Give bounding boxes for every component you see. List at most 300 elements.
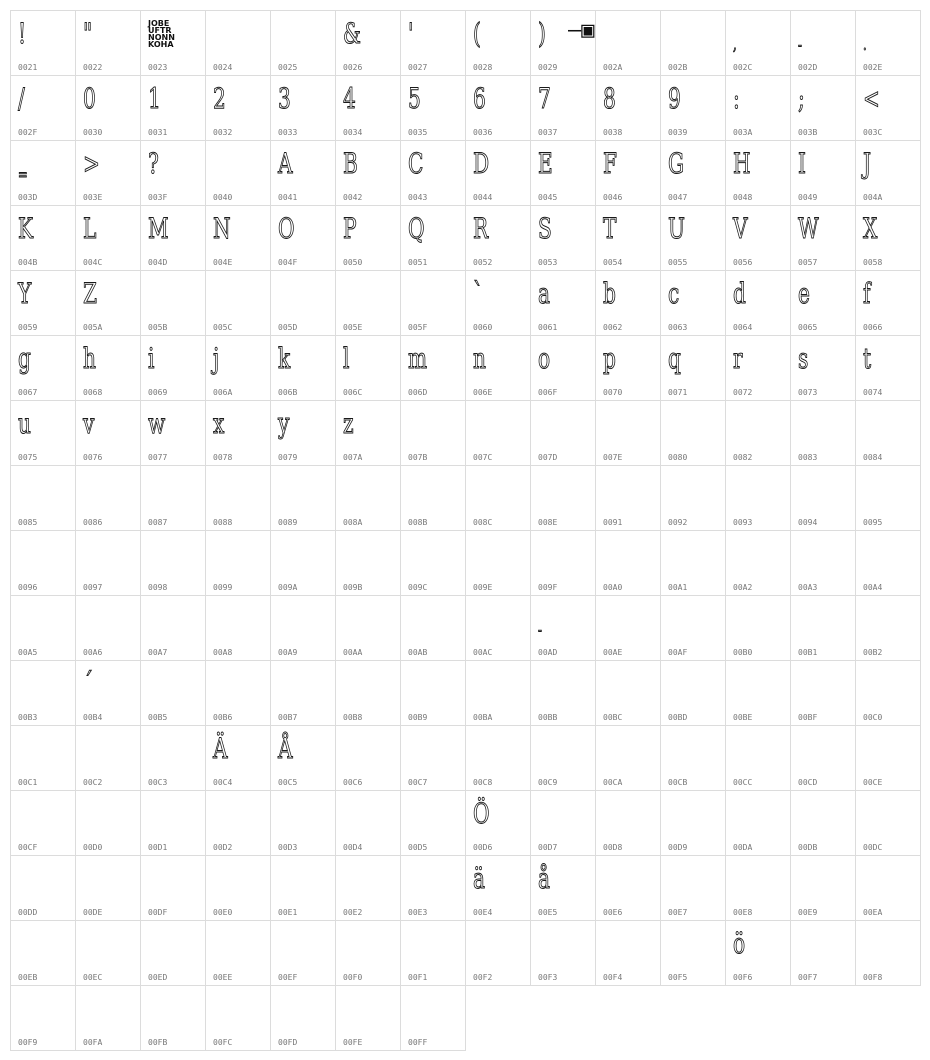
glyph-preview: o bbox=[538, 342, 551, 375]
glyph-cell bbox=[335, 595, 401, 661]
glyph-cell bbox=[270, 205, 336, 271]
glyph-cell bbox=[595, 205, 661, 271]
glyph-cell bbox=[595, 660, 661, 726]
glyph-preview: S bbox=[538, 212, 552, 245]
glyph-cell bbox=[530, 595, 596, 661]
glyph-code-label: 003F bbox=[148, 193, 168, 202]
glyph-cell bbox=[10, 530, 76, 596]
glyph-code-label: 00FB bbox=[148, 1038, 168, 1047]
glyph-cell bbox=[75, 400, 141, 466]
glyph-cell bbox=[140, 270, 206, 336]
glyph-cell bbox=[660, 75, 726, 141]
glyph-code-label: 00E1 bbox=[278, 908, 298, 917]
glyph-preview: ä bbox=[473, 862, 486, 895]
glyph-code-label: 004A bbox=[863, 193, 883, 202]
glyph-code-label: 00F6 bbox=[733, 973, 753, 982]
glyph-cell bbox=[855, 920, 921, 986]
glyph-code-label: 0091 bbox=[603, 518, 623, 527]
glyph-cell bbox=[855, 530, 921, 596]
glyph-preview: ? bbox=[148, 147, 159, 180]
glyph-preview: 3 bbox=[278, 82, 291, 115]
glyph-code-label: 0035 bbox=[408, 128, 428, 137]
glyph-code-label: 004C bbox=[83, 258, 103, 267]
glyph-preview: w bbox=[148, 407, 166, 440]
glyph-preview: a bbox=[538, 277, 551, 310]
glyph-code-label: 00EE bbox=[213, 973, 233, 982]
glyph-code-label: 00F5 bbox=[668, 973, 688, 982]
glyph-cell bbox=[595, 140, 661, 206]
glyph-cell bbox=[335, 985, 401, 1051]
glyph-cell bbox=[400, 530, 466, 596]
glyph-preview: ) bbox=[538, 17, 546, 50]
glyph-code-label: 007B bbox=[408, 453, 428, 462]
glyph-cell bbox=[205, 75, 271, 141]
glyph-cell bbox=[660, 270, 726, 336]
glyph-cell bbox=[855, 75, 921, 141]
glyph-code-label: 00A6 bbox=[83, 648, 103, 657]
glyph-cell bbox=[660, 855, 726, 921]
glyph-cell bbox=[530, 920, 596, 986]
glyph-code-label: 0086 bbox=[83, 518, 103, 527]
glyph-cell bbox=[335, 400, 401, 466]
glyph-cell bbox=[335, 140, 401, 206]
glyph-cell bbox=[75, 530, 141, 596]
glyph-code-label: 009B bbox=[343, 583, 363, 592]
glyph-code-label: 00C8 bbox=[473, 778, 493, 787]
glyph-cell bbox=[10, 335, 76, 401]
glyph-code-label: 00AA bbox=[343, 648, 363, 657]
glyph-cell bbox=[205, 400, 271, 466]
glyph-code-label: 004E bbox=[213, 258, 233, 267]
glyph-preview: ´ bbox=[83, 667, 94, 700]
glyph-cell bbox=[140, 335, 206, 401]
glyph-code-label: 00B5 bbox=[148, 713, 168, 722]
glyph-cell bbox=[75, 465, 141, 531]
glyph-cell bbox=[855, 140, 921, 206]
glyph-preview: L bbox=[83, 212, 97, 245]
glyph-preview: & bbox=[343, 17, 361, 50]
glyph-cell bbox=[75, 660, 141, 726]
glyph-code-label: 00B7 bbox=[278, 713, 298, 722]
glyph-code-label: 009C bbox=[408, 583, 428, 592]
glyph-code-label: 0064 bbox=[733, 323, 753, 332]
glyph-code-label: 00C3 bbox=[148, 778, 168, 787]
glyph-cell bbox=[725, 660, 791, 726]
glyph-cell bbox=[10, 855, 76, 921]
glyph-cell bbox=[205, 725, 271, 791]
glyph-cell bbox=[140, 205, 206, 271]
glyph-cell bbox=[530, 335, 596, 401]
glyph-code-label: 006E bbox=[473, 388, 493, 397]
glyph-cell bbox=[140, 595, 206, 661]
glyph-code-label: 003B bbox=[798, 128, 818, 137]
glyph-code-label: 0057 bbox=[798, 258, 818, 267]
glyph-code-label: 0065 bbox=[798, 323, 818, 332]
glyph-preview: O bbox=[278, 212, 295, 245]
glyph-cell bbox=[10, 270, 76, 336]
glyph-cell bbox=[335, 920, 401, 986]
glyph-code-label: 00D6 bbox=[473, 843, 493, 852]
glyph-code-label: 004F bbox=[278, 258, 298, 267]
glyph-cell bbox=[855, 335, 921, 401]
glyph-cell bbox=[568, 10, 661, 76]
glyph-code-label: 005D bbox=[278, 323, 298, 332]
glyph-code-label: 008C bbox=[473, 518, 493, 527]
glyph-code-label: 0031 bbox=[148, 128, 168, 137]
glyph-preview: Å bbox=[278, 732, 293, 765]
glyph-preview: n bbox=[473, 342, 486, 375]
glyph-code-label: 0072 bbox=[733, 388, 753, 397]
glyph-code-label: 00DD bbox=[18, 908, 38, 917]
glyph-code-label: 00D7 bbox=[538, 843, 558, 852]
glyph-cell bbox=[465, 10, 531, 76]
glyph-cell bbox=[10, 920, 76, 986]
glyph-preview: F bbox=[603, 147, 617, 180]
glyph-cell bbox=[725, 725, 791, 791]
glyph-code-label: 00DB bbox=[798, 843, 818, 852]
glyph-cell bbox=[205, 595, 271, 661]
glyph-code-label: 005F bbox=[408, 323, 428, 332]
glyph-preview: 4 bbox=[343, 82, 356, 115]
glyph-code-label: 00B9 bbox=[408, 713, 428, 722]
glyph-code-label: 00C4 bbox=[213, 778, 233, 787]
glyph-code-label: 0058 bbox=[863, 258, 883, 267]
glyph-cell bbox=[855, 465, 921, 531]
glyph-code-label: 00A4 bbox=[863, 583, 883, 592]
glyph-code-label: 0026 bbox=[343, 63, 363, 72]
glyph-cell bbox=[530, 465, 596, 531]
glyph-cell bbox=[400, 75, 466, 141]
glyph-code-label: 0071 bbox=[668, 388, 688, 397]
glyph-cell bbox=[595, 530, 661, 596]
glyph-cell bbox=[270, 530, 336, 596]
glyph-code-label: 005B bbox=[148, 323, 168, 332]
glyph-cell bbox=[725, 920, 791, 986]
glyph-preview: P bbox=[343, 212, 357, 245]
glyph-code-label: 0023 bbox=[148, 63, 168, 72]
glyph-cell bbox=[400, 725, 466, 791]
glyph-code-label: 00D2 bbox=[213, 843, 233, 852]
glyph-cell bbox=[335, 790, 401, 856]
glyph-code-label: 00ED bbox=[148, 973, 168, 982]
glyph-cell bbox=[10, 985, 76, 1051]
glyph-cell bbox=[205, 985, 271, 1051]
glyph-cell bbox=[660, 595, 726, 661]
glyph-code-label: 004B bbox=[18, 258, 38, 267]
glyph-cell bbox=[205, 465, 271, 531]
glyph-code-label: 0097 bbox=[83, 583, 103, 592]
glyph-preview: . bbox=[863, 35, 867, 54]
glyph-cell bbox=[335, 465, 401, 531]
glyph-cell bbox=[205, 790, 271, 856]
glyph-preview: Q bbox=[408, 212, 425, 245]
glyph-preview: i bbox=[148, 342, 155, 375]
glyph-cell bbox=[75, 725, 141, 791]
glyph-code-label: 00DF bbox=[148, 908, 168, 917]
glyph-code-label: 00BF bbox=[798, 713, 818, 722]
glyph-preview: B bbox=[343, 147, 358, 180]
glyph-code-label: 00EA bbox=[863, 908, 883, 917]
glyph-preview: c bbox=[668, 277, 680, 310]
glyph-code-label: 0040 bbox=[213, 193, 233, 202]
glyph-grid bbox=[10, 10, 920, 1050]
glyph-preview: I bbox=[798, 147, 806, 180]
glyph-code-label: 00C7 bbox=[408, 778, 428, 787]
glyph-code-label: 005C bbox=[213, 323, 233, 332]
glyph-cell bbox=[790, 920, 856, 986]
glyph-code-label: 0078 bbox=[213, 453, 233, 462]
glyph-code-label: 0033 bbox=[278, 128, 298, 137]
glyph-code-label: 00CB bbox=[668, 778, 688, 787]
glyph-code-label: 00B2 bbox=[863, 648, 883, 657]
glyph-code-label: 0032 bbox=[213, 128, 233, 137]
glyph-code-label: 00E0 bbox=[213, 908, 233, 917]
glyph-cell bbox=[595, 75, 661, 141]
glyph-preview: 2 bbox=[213, 82, 226, 115]
glyph-cell bbox=[465, 140, 531, 206]
glyph-cell bbox=[270, 335, 336, 401]
glyph-cell bbox=[660, 400, 726, 466]
glyph-code-label: 0036 bbox=[473, 128, 493, 137]
glyph-code-label: 0043 bbox=[408, 193, 428, 202]
glyph-cell bbox=[465, 530, 531, 596]
glyph-preview: JOBE UFTR NONN KOHA bbox=[148, 19, 175, 49]
glyph-code-label: 00B6 bbox=[213, 713, 233, 722]
glyph-cell bbox=[400, 790, 466, 856]
glyph-cell bbox=[205, 335, 271, 401]
glyph-code-label: 0094 bbox=[798, 518, 818, 527]
glyph-code-label: 007E bbox=[603, 453, 623, 462]
glyph-cell bbox=[270, 985, 336, 1051]
glyph-cell bbox=[855, 205, 921, 271]
glyph-cell bbox=[400, 140, 466, 206]
glyph-cell bbox=[335, 10, 401, 76]
glyph-code-label: 0099 bbox=[213, 583, 233, 592]
glyph-code-label: 003D bbox=[18, 193, 38, 202]
glyph-preview: M bbox=[148, 212, 169, 245]
glyph-cell bbox=[790, 855, 856, 921]
glyph-preview: p bbox=[603, 342, 616, 375]
glyph-cell bbox=[855, 790, 921, 856]
glyph-cell bbox=[270, 725, 336, 791]
glyph-code-label: 0025 bbox=[278, 63, 298, 72]
glyph-code-label: 00F4 bbox=[603, 973, 623, 982]
glyph-code-label: 0022 bbox=[83, 63, 103, 72]
glyph-code-label: 00DA bbox=[733, 843, 753, 852]
glyph-code-label: 00AD bbox=[538, 648, 558, 657]
glyph-code-label: 0062 bbox=[603, 323, 623, 332]
glyph-cell bbox=[335, 205, 401, 271]
glyph-cell bbox=[75, 75, 141, 141]
glyph-code-label: 0030 bbox=[83, 128, 103, 137]
glyph-preview: A bbox=[278, 147, 293, 180]
glyph-code-label: 0046 bbox=[603, 193, 623, 202]
glyph-preview: R bbox=[473, 212, 489, 245]
glyph-cell bbox=[270, 855, 336, 921]
glyph-preview: y bbox=[278, 407, 290, 440]
glyph-preview: E bbox=[538, 147, 553, 180]
glyph-code-label: 003A bbox=[733, 128, 753, 137]
glyph-code-label: 00E2 bbox=[343, 908, 363, 917]
glyph-code-label: 006B bbox=[278, 388, 298, 397]
glyph-preview: g bbox=[18, 342, 31, 375]
glyph-code-label: 00BA bbox=[473, 713, 493, 722]
glyph-cell bbox=[400, 205, 466, 271]
glyph-code-label: 00D3 bbox=[278, 843, 298, 852]
glyph-cell bbox=[335, 855, 401, 921]
glyph-cell bbox=[10, 595, 76, 661]
glyph-preview: 0 bbox=[83, 82, 96, 115]
glyph-code-label: 0079 bbox=[278, 453, 298, 462]
glyph-cell bbox=[10, 10, 76, 76]
glyph-cell bbox=[855, 660, 921, 726]
glyph-cell bbox=[75, 790, 141, 856]
glyph-cell bbox=[790, 660, 856, 726]
glyph-code-label: 0049 bbox=[798, 193, 818, 202]
glyph-cell bbox=[270, 140, 336, 206]
glyph-code-label: 002E bbox=[863, 63, 883, 72]
glyph-code-label: 009E bbox=[473, 583, 493, 592]
glyph-code-label: 002C bbox=[733, 63, 753, 72]
glyph-code-label: 00DE bbox=[83, 908, 103, 917]
glyph-cell bbox=[465, 205, 531, 271]
glyph-cell bbox=[660, 725, 726, 791]
glyph-cell bbox=[790, 595, 856, 661]
glyph-preview: W bbox=[798, 212, 819, 245]
glyph-code-label: 00A3 bbox=[798, 583, 818, 592]
glyph-cell bbox=[660, 205, 726, 271]
glyph-code-label: 00B3 bbox=[18, 713, 38, 722]
glyph-code-label: 006D bbox=[408, 388, 428, 397]
glyph-preview: J bbox=[863, 147, 872, 180]
glyph-cell bbox=[595, 465, 661, 531]
glyph-code-label: 0083 bbox=[798, 453, 818, 462]
glyph-cell bbox=[270, 790, 336, 856]
glyph-cell bbox=[595, 920, 661, 986]
glyph-code-label: 00B4 bbox=[83, 713, 103, 722]
glyph-cell bbox=[75, 920, 141, 986]
glyph-code-label: 0034 bbox=[343, 128, 363, 137]
glyph-cell bbox=[205, 205, 271, 271]
glyph-code-label: 009A bbox=[278, 583, 298, 592]
glyph-code-label: 0042 bbox=[343, 193, 363, 202]
glyph-cell bbox=[335, 335, 401, 401]
glyph-cell bbox=[855, 10, 921, 76]
glyph-code-label: 00D1 bbox=[148, 843, 168, 852]
glyph-code-label: 00EC bbox=[83, 973, 103, 982]
glyph-preview: H bbox=[733, 147, 751, 180]
glyph-cell bbox=[140, 140, 206, 206]
glyph-cell bbox=[660, 790, 726, 856]
glyph-cell bbox=[790, 790, 856, 856]
glyph-cell bbox=[595, 725, 661, 791]
glyph-code-label: 00CC bbox=[733, 778, 753, 787]
glyph-cell bbox=[10, 465, 76, 531]
glyph-code-label: 00CE bbox=[863, 778, 883, 787]
glyph-code-label: 0096 bbox=[18, 583, 38, 592]
glyph-cell bbox=[75, 10, 141, 76]
glyph-cell bbox=[400, 465, 466, 531]
glyph-cell bbox=[75, 335, 141, 401]
glyph-code-label: 0024 bbox=[213, 63, 233, 72]
glyph-cell bbox=[790, 140, 856, 206]
glyph-code-label: 0028 bbox=[473, 63, 493, 72]
glyph-preview: D bbox=[473, 147, 490, 180]
glyph-code-label: 00D5 bbox=[408, 843, 428, 852]
glyph-cell bbox=[465, 660, 531, 726]
glyph-cell bbox=[855, 595, 921, 661]
glyph-code-label: 00DC bbox=[863, 843, 883, 852]
glyph-code-label: 00A5 bbox=[18, 648, 38, 657]
glyph-code-label: 0088 bbox=[213, 518, 233, 527]
glyph-preview: l bbox=[343, 342, 350, 375]
glyph-code-label: 00D4 bbox=[343, 843, 363, 852]
glyph-cell bbox=[335, 75, 401, 141]
glyph-code-label: 0054 bbox=[603, 258, 623, 267]
glyph-preview: 7 bbox=[538, 82, 551, 115]
glyph-code-label: 00B8 bbox=[343, 713, 363, 722]
glyph-cell bbox=[140, 725, 206, 791]
glyph-cell bbox=[400, 660, 466, 726]
glyph-preview: K bbox=[18, 212, 34, 245]
glyph-preview: k bbox=[278, 342, 291, 375]
glyph-code-label: 0075 bbox=[18, 453, 38, 462]
glyph-code-label: 00C2 bbox=[83, 778, 103, 787]
glyph-cell bbox=[595, 790, 661, 856]
glyph-cell bbox=[75, 985, 141, 1051]
glyph-cell bbox=[465, 335, 531, 401]
glyph-cell bbox=[790, 335, 856, 401]
glyph-code-label: 00F8 bbox=[863, 973, 883, 982]
glyph-code-label: 0048 bbox=[733, 193, 753, 202]
glyph-code-label: 00C6 bbox=[343, 778, 363, 787]
glyph-code-label: 00A9 bbox=[278, 648, 298, 657]
glyph-code-label: 008E bbox=[538, 518, 558, 527]
glyph-preview: —▣ bbox=[568, 18, 595, 43]
glyph-cell bbox=[465, 595, 531, 661]
glyph-cell bbox=[205, 920, 271, 986]
glyph-preview: V bbox=[733, 212, 748, 245]
glyph-preview: Ä bbox=[213, 732, 228, 765]
glyph-code-label: 003C bbox=[863, 128, 883, 137]
glyph-preview: C bbox=[408, 147, 424, 180]
glyph-cell bbox=[465, 725, 531, 791]
glyph-preview: s bbox=[798, 342, 809, 375]
glyph-cell bbox=[400, 595, 466, 661]
glyph-cell bbox=[660, 140, 726, 206]
glyph-cell bbox=[400, 985, 466, 1051]
glyph-code-label: 0056 bbox=[733, 258, 753, 267]
glyph-cell bbox=[465, 855, 531, 921]
glyph-code-label: 00CF bbox=[18, 843, 38, 852]
glyph-preview: q bbox=[668, 342, 681, 375]
glyph-code-label: 005A bbox=[83, 323, 103, 332]
glyph-cell bbox=[75, 140, 141, 206]
glyph-code-label: 006C bbox=[343, 388, 363, 397]
glyph-cell bbox=[270, 465, 336, 531]
glyph-code-label: 00C1 bbox=[18, 778, 38, 787]
glyph-code-label: 00F9 bbox=[18, 1038, 38, 1047]
glyph-cell bbox=[595, 595, 661, 661]
glyph-cell bbox=[270, 400, 336, 466]
glyph-cell bbox=[335, 660, 401, 726]
glyph-code-label: 006A bbox=[213, 388, 233, 397]
glyph-code-label: 0060 bbox=[473, 323, 493, 332]
glyph-cell bbox=[140, 790, 206, 856]
glyph-cell bbox=[140, 660, 206, 726]
glyph-code-label: 0027 bbox=[408, 63, 428, 72]
glyph-code-label: 0039 bbox=[668, 128, 688, 137]
